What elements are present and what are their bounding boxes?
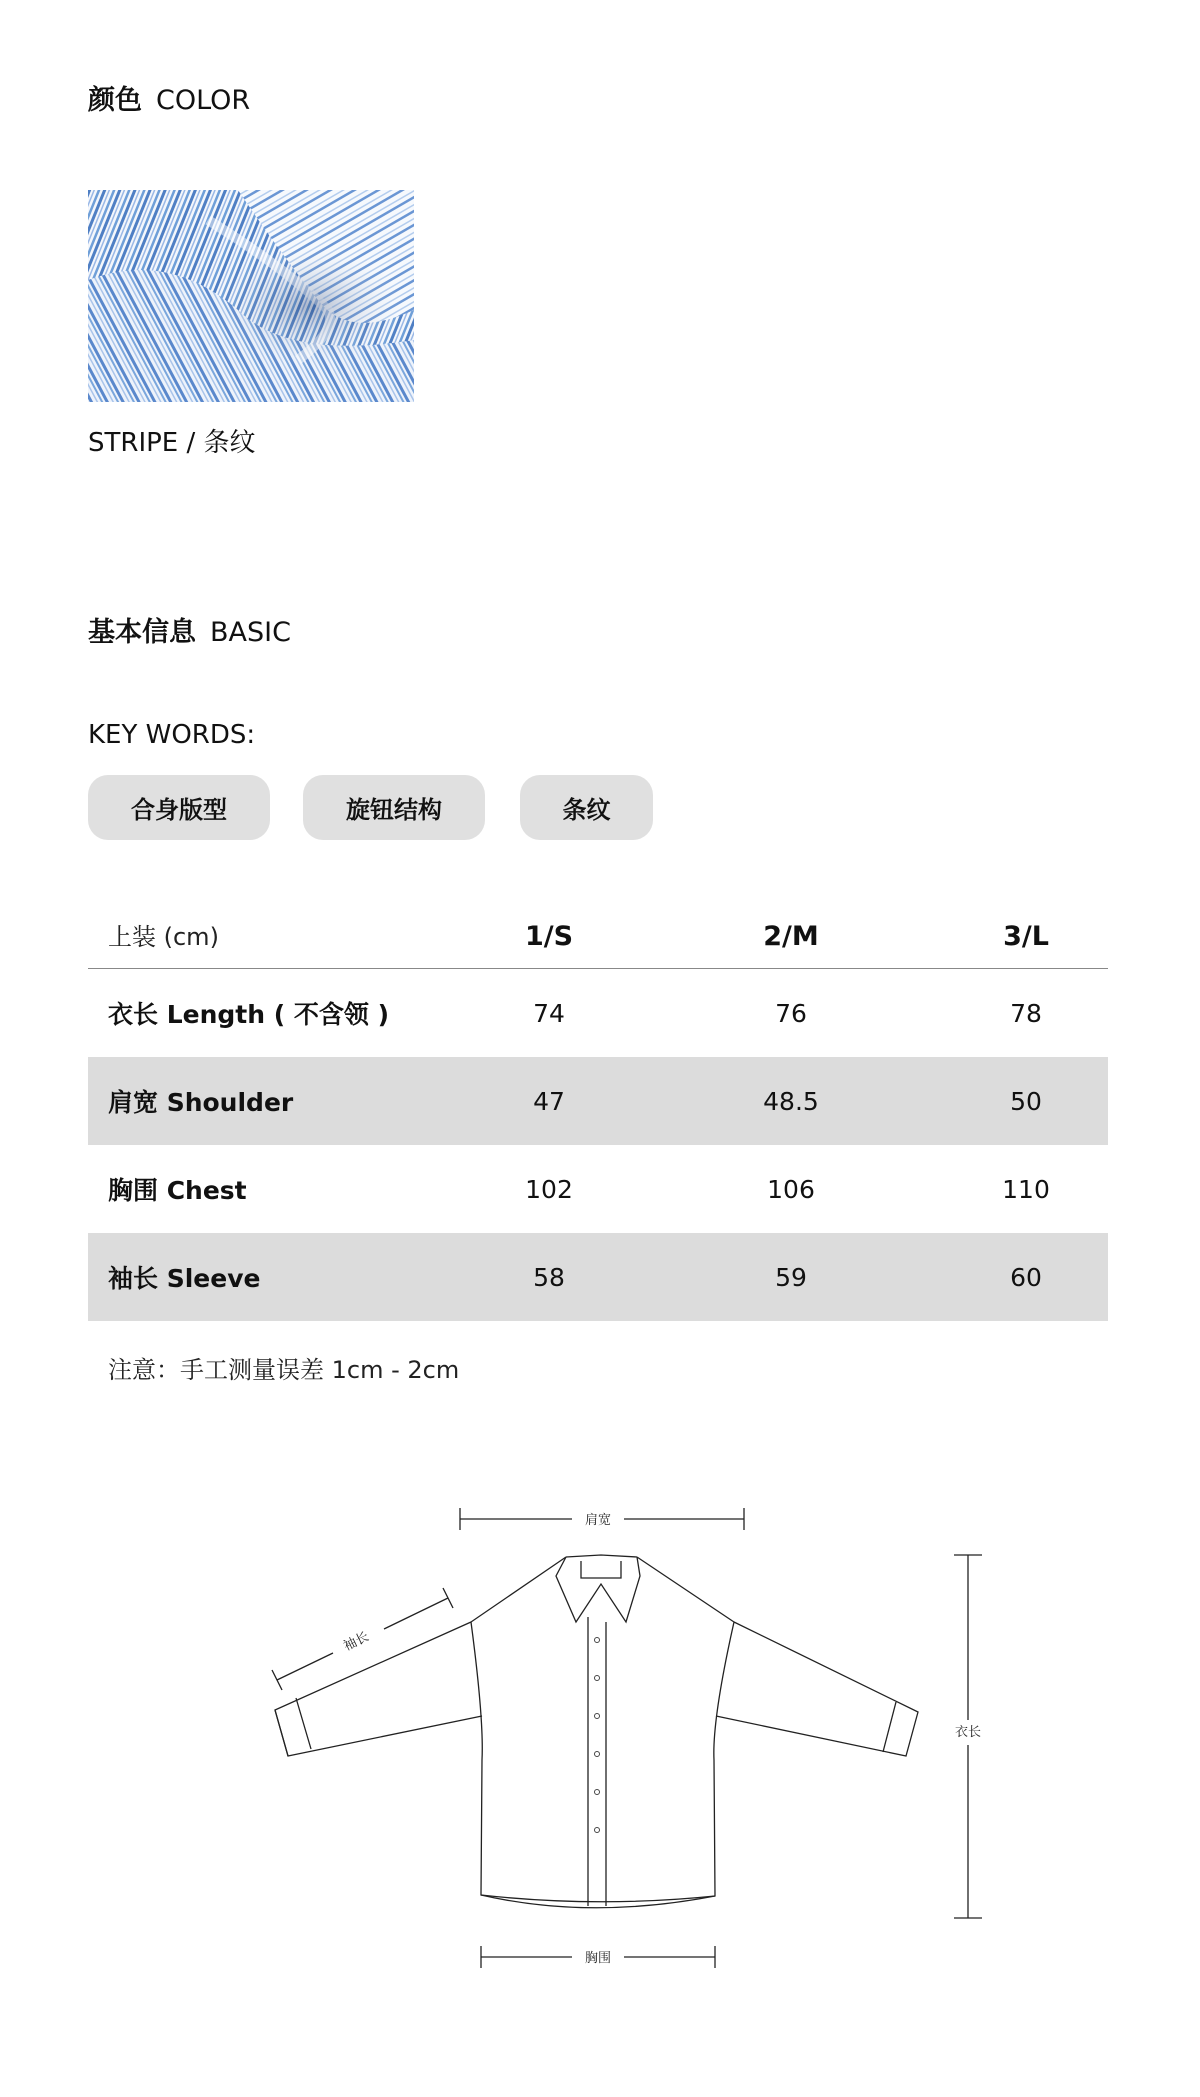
shirt-outline [275, 1555, 918, 1908]
table-row [88, 1057, 1108, 1145]
color-section-title [88, 78, 250, 117]
stripe-fabric-swatch[interactable] [88, 190, 414, 402]
table-row [88, 969, 1108, 1057]
color-title-en: COLOR [156, 85, 251, 116]
cell-value: 48.5 [763, 1086, 819, 1116]
cell-value: 60 [1010, 1262, 1042, 1292]
basic-title-cn: 基本信息 [88, 617, 196, 648]
cell-value: 110 [1002, 1174, 1050, 1204]
table-row [88, 1233, 1108, 1321]
row-label-chest: 胸围 Chest [108, 1176, 247, 1205]
table-row [88, 1145, 1108, 1233]
row-label-shoulder: 肩宽 Shoulder [108, 1088, 294, 1117]
cell-value: 47 [533, 1086, 565, 1116]
shirt-diagram-svg [0, 1480, 1200, 1980]
shirt-buttons [595, 1638, 600, 1833]
row-label-length: 衣长 Length ( 不含领 ) [108, 1000, 389, 1029]
cell-value: 102 [525, 1174, 573, 1204]
size-table-header [88, 900, 1108, 969]
basic-title-en: BASIC [210, 617, 291, 648]
header-size-m: 2/M [763, 921, 819, 952]
header-size-l: 3/L [1003, 921, 1049, 952]
cell-value: 78 [1010, 998, 1042, 1028]
size-table [88, 900, 1108, 1321]
color-title-cn: 颜色 [88, 85, 142, 116]
chest-label: 胸围 [584, 1951, 612, 1966]
sleeve-label: 袖长 [341, 1629, 372, 1655]
cell-value: 76 [775, 998, 807, 1028]
header-unit: 上装 (cm) [108, 923, 219, 951]
shirt-measurement-diagram [0, 1480, 1200, 1980]
cell-value: 74 [533, 998, 565, 1028]
keyword-tag[interactable]: 条纹 [520, 775, 653, 840]
keywords-label: KEY WORDS: [88, 720, 256, 750]
keyword-tag[interactable]: 旋钮结构 [303, 775, 485, 840]
row-label-sleeve: 袖长 Sleeve [108, 1264, 261, 1293]
cell-value: 50 [1010, 1086, 1042, 1116]
swatch-caption: STRIPE / 条纹 [88, 428, 256, 458]
basic-section-title [88, 610, 291, 649]
header-size-s: 1/S [524, 921, 574, 952]
length-label: 衣长 [954, 1725, 982, 1740]
shoulder-label: 肩宽 [584, 1513, 612, 1528]
cell-value: 59 [775, 1262, 807, 1292]
stripe-fabric-image [88, 190, 414, 402]
keyword-tag[interactable]: 合身版型 [88, 775, 270, 840]
cell-value: 106 [767, 1174, 815, 1204]
cell-value: 58 [533, 1262, 565, 1292]
measurement-note: 注意：手工测量误差 1cm - 2cm [108, 1356, 460, 1384]
